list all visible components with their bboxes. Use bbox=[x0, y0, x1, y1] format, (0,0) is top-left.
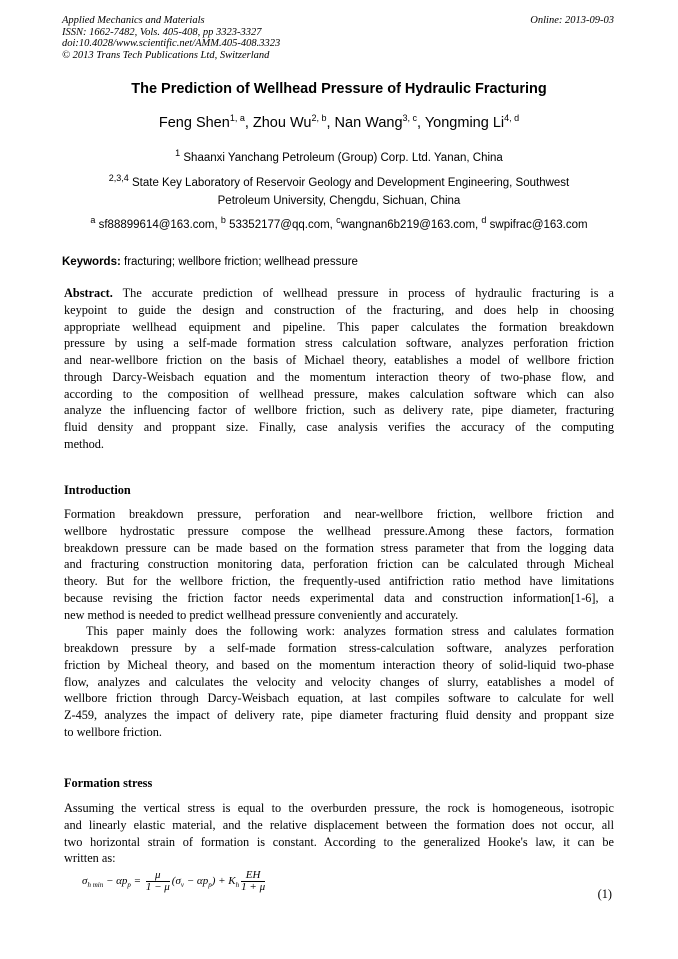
email-link[interactable]: wangnan6b219@163.com, bbox=[340, 219, 479, 231]
body-line: because revising the friction factor needs experimental data and construction information[1-6], a bbox=[64, 590, 614, 605]
author-list: Feng Shen$^{1, a}$, Zhou Wu$^{2, b}$, Nan Wang$^{3, c}$, Yongming Li$^{4, d}$ bbox=[158, 113, 520, 131]
abstract-line: method. bbox=[64, 436, 104, 451]
body-line: and linearly elastic material, and the relative displacement between the formation does not occur, all bbox=[64, 817, 614, 832]
email-sup: d bbox=[481, 215, 487, 226]
body-line: Assuming the vertical stress is equal to the overburden pressure, the rock is homogeneous, isotropic bbox=[64, 801, 614, 815]
affiliation-sup: 1 bbox=[175, 148, 181, 159]
journal-name: Applied Mechanics and Materials bbox=[62, 15, 205, 26]
journal-issn: ISSN: 1662-7482, Vols. 405-408, pp 3323-3327 bbox=[62, 26, 262, 38]
author-name: Nan Wang bbox=[334, 115, 403, 131]
section-heading-introduction: Introduction bbox=[64, 483, 131, 497]
body-line: to wellbore friction. bbox=[64, 724, 163, 739]
abstract-line: Abstract. The accurate prediction of wellhead pressure in process of hydraulic fracturing is a bbox=[64, 286, 614, 300]
affiliation-2 bbox=[0, 174, 678, 210]
body-line: wellbore friction through Darcy-Weisbach equation, at last compiles software to calculate for well bbox=[64, 691, 614, 706]
journal-doi: doi:10.4028/www.scientific.net/AMM.405-408.3323 bbox=[62, 38, 281, 49]
abstract-line: through Darcy-Weisbach equation and the momentum interaction theory of two-phase flow, and bbox=[64, 369, 614, 384]
email-link[interactable]: 53352177@qq.com, bbox=[229, 219, 333, 231]
abstract-line: appropriate wellhead equipment and pipeline. This paper calculates the formation breakdown bbox=[64, 319, 614, 334]
abstract-line: fluid density and proppant size. Finally, case analysis verifies the accuracy of the computing bbox=[64, 420, 614, 434]
body-line: flow, analyzes and calculates the velocity and velocity changes of slurry, eatablishes a model of bbox=[64, 674, 614, 689]
author-sup: 2, b bbox=[311, 113, 327, 124]
email-list bbox=[0, 216, 678, 234]
email-link[interactable]: sf88899614@163.com, bbox=[98, 219, 218, 231]
body-line: This paper mainly does the following work: analyzes formation stress and calulates formation bbox=[86, 624, 614, 639]
author-sup: 1, a bbox=[229, 113, 245, 124]
author-name: Yongming Li bbox=[424, 115, 505, 131]
author-sup: 4, d bbox=[504, 113, 520, 124]
keywords bbox=[62, 256, 358, 268]
fraction: $\frac{\mu}{1 - \mu}$ bbox=[145, 869, 170, 893]
keywords-label: Keywords: bbox=[62, 256, 121, 268]
online-date: Online: 2013-09-03 bbox=[530, 15, 614, 26]
formation-stress-body bbox=[64, 800, 614, 867]
journal-header bbox=[62, 15, 280, 61]
abstract-line: and near-wellbore friction on the basis of Michael theory, eatablishes a model of wellbore friction bbox=[64, 353, 614, 367]
equation-number: (1) bbox=[597, 887, 612, 901]
affiliation-text: Shaanxi Yanchang Petroleum (Group) Corp. Ltd. Yanan, China bbox=[183, 152, 503, 164]
affiliation-1 bbox=[0, 149, 678, 167]
abstract-line: according to the composition of wellhead pressure, makes calculation software which can also bbox=[64, 386, 614, 401]
body-line: Formation breakdown pressure, perforation and near-wellbore friction, wellbore friction and bbox=[64, 507, 614, 521]
affiliation-text: State Key Laboratory of Reservoir Geology and Development Engineering, Southwest bbox=[131, 177, 570, 189]
body-line: Z-459, analyzes the impact of delivery rate, pipe diameter fracturing fluid density and proppant size bbox=[64, 708, 614, 722]
body-line: breakdown pressure by a self-made formation stress-calculation software, analyzes perforation bbox=[64, 641, 614, 655]
paper-title: The Prediction of Wellhead Pressure of Hydraulic Fracturing bbox=[131, 81, 547, 97]
body-line: breakdown pressure can be made based on the formation stress parameter that from the logging data bbox=[64, 540, 614, 555]
email-sup: b bbox=[220, 215, 226, 226]
equation-1: $\sigma_{h min} - \alpha p_p$ = $\frac{\mu}{1 - \mu}$ $(\sigma_v - \alpha p_p) + K_h$ $\frac{EH}{1 + \mu}$ bbox=[82, 869, 266, 893]
section-heading-formation-stress: Formation stress bbox=[64, 776, 153, 790]
abstract-line: pressure by using a self-made formation stress calculation software, analyzes perforation friction bbox=[64, 336, 614, 351]
email-link[interactable]: swpifrac@163.com bbox=[489, 219, 588, 231]
fraction: $\frac{EH}{1 + \mu}$ bbox=[241, 869, 266, 893]
body-line: two horizontal strain of formation is constant. According to the generalized Hooke's law, it can be bbox=[64, 834, 614, 849]
journal-copyright: © 2013 Trans Tech Publications Ltd, Switzerland bbox=[62, 49, 270, 61]
affiliation-sup: 2,3,4 bbox=[108, 173, 129, 184]
email-sup: a bbox=[90, 215, 96, 226]
keywords-text: fracturing; wellbore friction; wellhead pressure bbox=[124, 256, 358, 268]
author-sup: 3, c bbox=[402, 113, 418, 124]
introduction-body bbox=[64, 506, 614, 741]
email-sup: c bbox=[336, 215, 341, 226]
abstract bbox=[64, 285, 614, 453]
abstract-label: Abstract. bbox=[64, 286, 113, 300]
author-name: Zhou Wu bbox=[252, 115, 312, 131]
body-line: theory. But for the wellbore friction, the frequently-used antifriction ratio method have limitations bbox=[64, 574, 614, 588]
body-line: and fracturing construction monitoring data, perforation friction can be calculated through Micheal bbox=[64, 557, 614, 572]
body-line: written as: bbox=[64, 851, 116, 866]
affiliation-text: Petroleum University, Chengdu, Sichuan, China bbox=[217, 195, 461, 207]
body-line: new method is needed to predict wellhead pressure conveniently and accurately. bbox=[64, 607, 459, 622]
abstract-line: keypoint to guide the design and construction of the fracturing, and does help in choosing bbox=[64, 302, 614, 317]
body-line: wellbore hydrostatic pressure compose the wellhead pressure.Among these factors, formation bbox=[64, 523, 614, 538]
body-line: friction by Micheal theory, and based on the momentum interaction theory of solid-liquid two-phase bbox=[64, 657, 614, 672]
author-name: Feng Shen bbox=[158, 115, 230, 131]
abstract-line: analyze the influencing factor of wellbore friction, such as delivery rate, pipe diameter, fracturing bbox=[64, 403, 614, 418]
